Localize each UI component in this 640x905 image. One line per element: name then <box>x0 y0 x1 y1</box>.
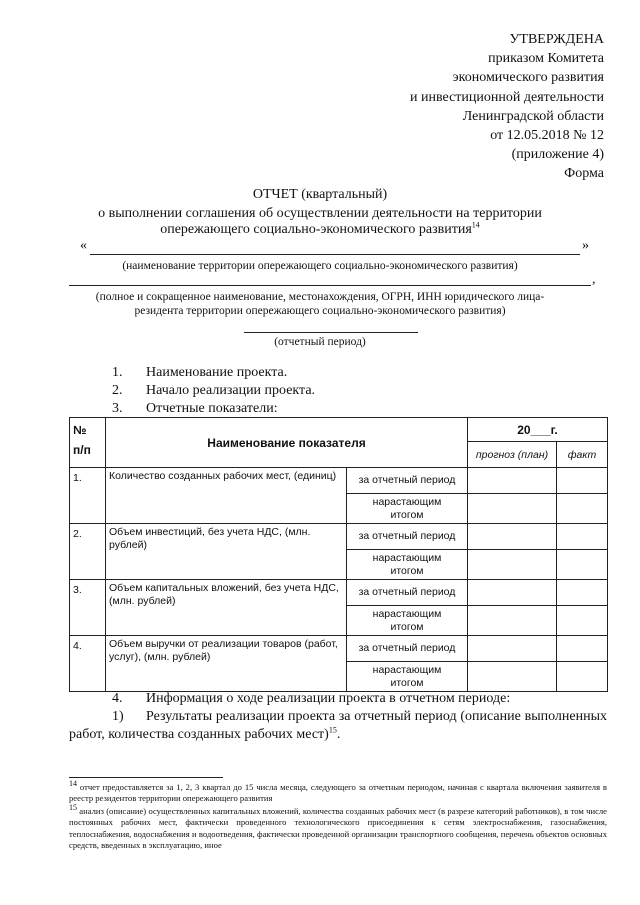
approval-block <box>410 30 604 184</box>
approval-order: приказом Комитета <box>488 51 604 67</box>
period-caption: (отчетный период) <box>274 336 366 348</box>
info-section <box>69 690 607 744</box>
resident-caption-2: резидента территории опережающего социально-экономического развития) <box>134 305 506 317</box>
fact-cell[interactable] <box>557 494 608 524</box>
header-year: 20___г. <box>468 418 608 442</box>
resident-name-line <box>69 285 591 286</box>
list-item-text: Наименование проекта. <box>146 365 288 380</box>
period-current: за отчетный период <box>347 636 468 662</box>
territory-caption: (наименование территории опережающего социально-экономического развития) <box>122 260 518 272</box>
plan-cell[interactable] <box>468 636 557 662</box>
info-item-number: 4. <box>112 691 123 706</box>
approval-title: УТВЕРЖДЕНА <box>509 32 604 47</box>
list-item-number: 1. <box>112 365 123 380</box>
table-row <box>70 524 608 550</box>
approval-region: Ленинградской области <box>462 108 604 124</box>
row-name: Объем инвестиций, без учета НДС, (млн. рублей) <box>106 524 347 580</box>
info-item-4 <box>69 690 607 708</box>
fact-cell[interactable] <box>557 636 608 662</box>
period-current: за отчетный период <box>347 468 468 494</box>
footnote-ref-15: 15 <box>328 725 337 735</box>
period-current: за отчетный период <box>347 580 468 606</box>
row-number: 4. <box>70 636 106 692</box>
approval-date-number: от 12.05.2018 № 12 <box>490 128 604 144</box>
fact-cell[interactable] <box>557 606 608 636</box>
list-item <box>112 364 315 382</box>
plan-cell[interactable] <box>468 468 557 494</box>
approval-form-label: Форма <box>564 166 604 182</box>
list-item <box>112 382 315 400</box>
close-quote: » <box>582 238 589 253</box>
list-item-text: Отчетные показатели: <box>146 401 278 416</box>
plan-cell[interactable] <box>468 550 557 580</box>
period-cumulative: нарастающим итогом <box>347 662 468 692</box>
plan-cell[interactable] <box>468 580 557 606</box>
row-name: Объем выручки от реализации товаров (работ, услуг), (млн. рублей) <box>106 636 347 692</box>
report-subtitle-2 <box>0 221 640 238</box>
table-row <box>70 580 608 606</box>
period-cumulative: нарастающим итогом <box>347 606 468 636</box>
report-subtitle-2-text: опережающего социально-экономического развития <box>160 222 472 237</box>
approval-committee-2: и инвестиционной деятельности <box>410 89 604 105</box>
plan-cell[interactable] <box>468 524 557 550</box>
plan-cell[interactable] <box>468 606 557 636</box>
header-plan: прогноз (план) <box>468 442 557 468</box>
list-item-text: Начало реализации проекта. <box>146 383 316 398</box>
header-number: № п/п <box>70 418 106 468</box>
list-item-number: 2. <box>112 383 123 398</box>
info-sub-end: . <box>336 727 341 742</box>
list-item-number: 3. <box>112 401 123 416</box>
info-sub-text: Результаты реализации проекта за отчетный период (описание выполненных работ, количества созданных рабочих мест) <box>69 709 607 742</box>
open-quote: « <box>80 238 87 253</box>
table-row <box>70 636 608 662</box>
footnote-15-text: анализ (описание) осуществленных капитальных вложений, количества созданных рабочих мест (в разрезе категорий работников), в том числе постоянных рабочих мест, фактически проведенного технологического присоединения к сетям электроснабжения, газоснабжения, теплоснабжения, водоснабжения и водоотведения, фактически проведенной организации транспортного сообщения, перечень объектов основных средств, введенных в эксплуатацию, иное <box>69 806 607 850</box>
resident-comma: , <box>592 272 596 287</box>
plan-cell[interactable] <box>468 662 557 692</box>
period-line <box>244 332 418 333</box>
indicators-table <box>69 417 608 692</box>
fact-cell[interactable] <box>557 468 608 494</box>
header-indicator-name: Наименование показателя <box>106 418 468 468</box>
fact-cell[interactable] <box>557 524 608 550</box>
report-title: ОТЧЕТ (квартальный) <box>252 187 388 202</box>
approval-committee-1: экономического развития <box>452 70 604 86</box>
footnote-15 <box>69 803 607 851</box>
fact-cell[interactable] <box>557 580 608 606</box>
fact-cell[interactable] <box>557 662 608 692</box>
row-number: 3. <box>70 580 106 636</box>
row-number: 1. <box>70 468 106 524</box>
territory-name-line <box>90 254 580 255</box>
footnote-separator <box>69 777 223 778</box>
row-number: 2. <box>70 524 106 580</box>
table-row <box>70 468 608 494</box>
period-cumulative: нарастающим итогом <box>347 494 468 524</box>
fact-cell[interactable] <box>557 550 608 580</box>
resident-caption-1: (полное и сокращенное наименование, местонахождения, ОГРН, ИНН юридического лица- <box>95 291 545 303</box>
approval-appendix: (приложение 4) <box>511 147 604 163</box>
footnote-14-text: отчет предоставляется за 1, 2, 3 квартал до 15 числа месяца, следующего за отчетным периодом, начиная с квартала включения заявителя в реестр резидентов территории опережающего развития <box>69 782 607 804</box>
items-list <box>112 364 315 418</box>
footnote-15-ref: 15 <box>69 803 77 813</box>
row-name: Количество созданных рабочих мест, (единиц) <box>106 468 347 524</box>
info-sub-number: 1) <box>112 709 124 724</box>
footnote-14 <box>69 779 607 805</box>
row-name: Объем капитальных вложений, без учета НДС, (млн. рублей) <box>106 580 347 636</box>
list-item <box>112 400 315 418</box>
info-item-text: Информация о ходе реализации проекта в отчетном периоде: <box>146 691 511 706</box>
period-current: за отчетный период <box>347 524 468 550</box>
footnote-14-ref: 14 <box>69 779 77 789</box>
footnote-ref-14: 14 <box>471 220 480 230</box>
report-subtitle-1: о выполнении соглашения об осуществлении деятельности на территории <box>98 206 542 221</box>
period-cumulative: нарастающим итогом <box>347 550 468 580</box>
info-sub-1 <box>69 708 607 744</box>
header-fact: факт <box>557 442 608 468</box>
plan-cell[interactable] <box>468 494 557 524</box>
